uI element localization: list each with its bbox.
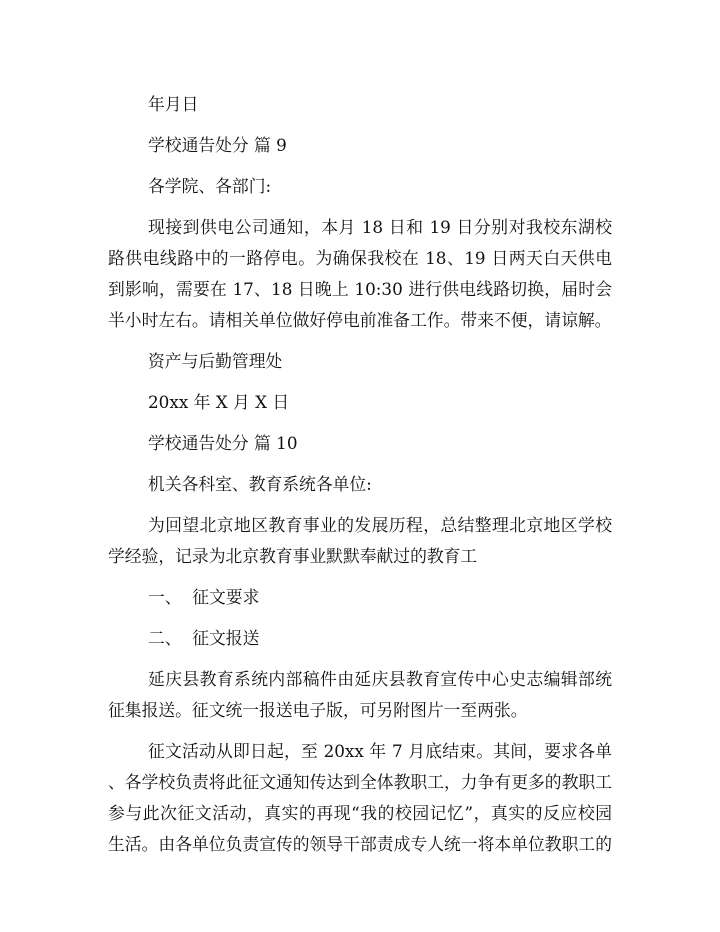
paragraph-essay-intro: [108, 510, 612, 572]
paragraph-activity-period: [108, 736, 612, 860]
text-line: 资产与后勤管理处: [148, 351, 283, 371]
salutation: [108, 469, 612, 500]
text-line: 征文活动从即日起，至 20xx 年 7 月底结束。其间，要求各单: [148, 741, 612, 761]
text-line: 20xx 年 X 月 X 日: [148, 392, 290, 412]
text-line: 为回望北京地区教育事业的发展历程，总结整理北京地区学校: [148, 515, 612, 535]
text-line: 机关各科室、教育系统各单位:: [148, 474, 372, 494]
text-line: 一、 征文要求: [148, 587, 260, 607]
section-heading-10: [108, 428, 612, 459]
list-item-submission: [108, 623, 612, 654]
paragraph-submission-details: [108, 664, 612, 726]
text-line: 到影响，需要在 17、18 日晚上 10:30 进行供电线路切换，届时会: [108, 279, 612, 299]
paragraph-power-notice: [108, 212, 612, 336]
text-line: 、各学校负责将此征文通知传达到全体教职工，力争有更多的教职工: [108, 772, 612, 792]
text-line: 学校通告处分 篇 9: [148, 135, 287, 155]
text-line: 征集报送。征文统一报送电子版，可另附图片一至两张。: [108, 700, 528, 720]
text-line: 各学院、各部门:: [148, 176, 272, 196]
text-line: 学经验，记录为北京教育事业默默奉献过的教育工: [108, 546, 478, 566]
text-line: 年月日: [148, 94, 199, 114]
text-line: 路供电线路中的一路停电。为确保我校在 18、19 日两天白天供电: [108, 248, 612, 268]
list-item-requirements: [108, 582, 612, 613]
text-line: 二、 征文报送: [148, 628, 260, 648]
text-line: 生活。由各单位负责宣传的领导干部责成专人统一将本单位教职工的: [108, 834, 612, 854]
text-line: 参与此次征文活动，真实的再现“我的校园记忆”，真实的反应校园: [108, 803, 612, 823]
text-line: 学校通告处分 篇 10: [148, 433, 298, 453]
text-line: 半小时左右。请相关单位做好停电前准备工作。带来不便，请谅解。: [108, 310, 612, 330]
text-line: 延庆县教育系统内部稿件由延庆县教育宣传中心史志编辑部统: [148, 669, 612, 689]
document-body: [108, 89, 612, 870]
salutation: [108, 171, 612, 202]
paragraph-date-placeholder: [108, 89, 612, 120]
signature-date: [108, 387, 612, 418]
text-line: 现接到供电公司通知，本月 18 日和 19 日分别对我校东湖校: [148, 217, 612, 237]
section-heading-9: [108, 130, 612, 161]
signature-department: [108, 346, 612, 377]
